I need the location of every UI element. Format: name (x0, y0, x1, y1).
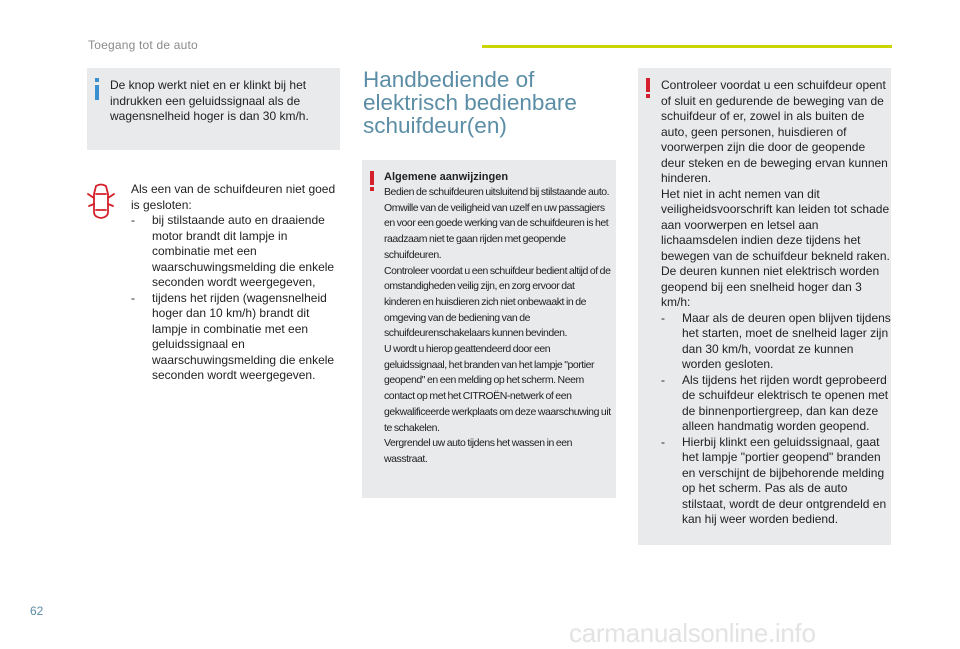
general-instructions-title: Algemene aanwijzingen (384, 171, 509, 183)
list-item: - Maar als de deuren open blijven tijdens het starten, moet de snelheid lager zijn dan 30 km/h, voordat ze kunnen worden gesloten. (661, 310, 891, 371)
paragraph: Bedien de schuifdeuren uitsluitend bij stilstaande auto. (384, 186, 610, 198)
left-column-text (131, 182, 343, 384)
paragraph: Het niet in acht nemen van dit veiligheidsvoorschrift kan leiden tot schade aan voorwerpen en letsel aan lichaamsdelen indien deze tijdens het bewegen van de schuifdeur bekneld raken. (661, 186, 890, 263)
paragraph: Controleer voordat u een schuifdeur bedient altijd of de omstandigheden veilig zijn, en zorg ervoor dat kinderen en huisdieren zich niet onbewaakt in de omgeving van de bediening van de schuifdeurenschakelaars kunnen bevinden. (384, 264, 611, 340)
list-item: - Als tijdens het rijden wordt geprobeerd de schuifdeur elektrisch te openen met de binnenportiergreep, dan kan deze alleen handmatig worden geopend. (661, 372, 889, 433)
header-accent-rule (482, 45, 892, 48)
paragraph: Vergrendel uw auto tijdens het wassen in een wasstraat. (384, 437, 573, 465)
paragraph: U wordt u hierop geattendeerd door een geluidssignaal, het branden van het lampje "portier geopend" en een melding op het scherm. Neem contact op met het CITROËN-netwerk of een gekwalificeerde werkplaats om deze waarschuwing uit te schakelen. (384, 343, 611, 434)
list-item: - Hierbij klinkt een geluidssignaal, gaat het lampje "portier geopend" branden en verschijnt de bijbehorende melding op het scherm. Pas als de auto stilstaat, wordt de deur ontgrendeld en kan hij weer worden bediend. (661, 434, 887, 526)
paragraph: Controleer voordat u een schuifdeur opent of sluit en gedurende de beweging van de schuifdeur of er, zowel in als buiten de auto, geen personen, huisdieren of voorwerpen zijn die door de geopende deur steken en de beweging ervan kunnen hinderen. (661, 78, 888, 185)
paragraph: Omwille van de veiligheid van uzelf en uw passagiers en voor een goede werking van de schuifdeuren is het raadzaam niet te gaan rijden met geopende schuifdeuren. (384, 201, 609, 261)
left-intro: Als een van de schuifdeuren niet goed is gesloten: (131, 182, 336, 212)
info-icon (95, 78, 99, 100)
page-number: 62 (30, 604, 44, 618)
paragraph: De deuren kunnen niet elektrisch worden geopend bij een snelheid hoger dan 3 km/h: (661, 264, 880, 309)
list-item: - tijdens het rijden (wagensnelheid hoger dan 10 km/h) brandt dit lampje in combinatie met een geluidssignaal en waarschuwingsmelding die enkele seconden wordt weergegeven. (131, 290, 335, 382)
watermark: carmanualsonline.info (569, 618, 816, 648)
info-box-text: De knop werkt niet en er klinkt bij het indrukken een geluidssignaal als de wagensnelheid hoger is dan 30 km/h. (110, 78, 309, 123)
header-section-title: Toegang tot de auto (88, 38, 198, 52)
general-instructions-text (384, 185, 612, 468)
car-doors-open-warning-icon (86, 182, 116, 222)
warning-icon (370, 171, 374, 191)
section-title: Handbediende of elektrisch bedienbare schuifdeur(en) (363, 67, 577, 138)
warning-icon (646, 78, 650, 98)
list-item: - bij stilstaande auto en draaiende motor brandt dit lampje in combinatie met een waarschuwingsmelding die enkele seconden wordt weergegeven, (131, 213, 335, 289)
right-column-text (661, 78, 891, 528)
